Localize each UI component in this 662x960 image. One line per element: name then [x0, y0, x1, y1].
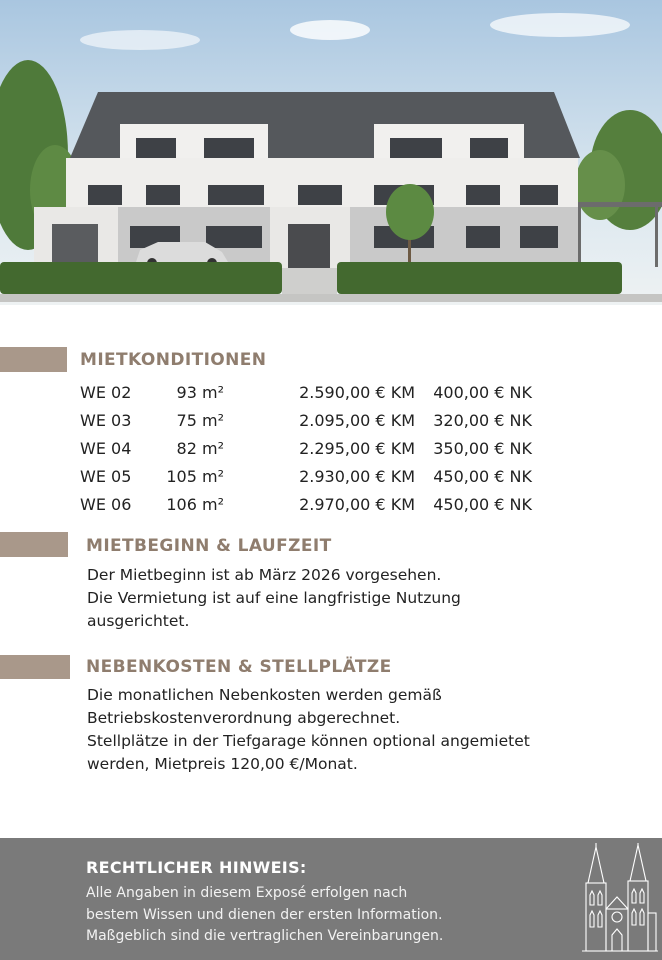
unit-label: WE 06 [80, 495, 132, 514]
service-charge-value: 350,00 € NK [433, 439, 532, 458]
area-value: 106 m² [166, 495, 224, 514]
cold-rent-value: 2.930,00 € KM [299, 467, 415, 486]
unit-label: WE 05 [80, 467, 132, 486]
service-charge-value: 450,00 € NK [433, 495, 532, 514]
nebenkosten-text [87, 684, 530, 776]
text-line: Der Mietbeginn ist ab März 2026 vorgesehen. [87, 566, 442, 584]
cold-rent-value: 2.295,00 € KM [299, 439, 415, 458]
text-line: Stellplätze in der Tiefgarage können optional angemietet [87, 732, 530, 750]
table-row [80, 437, 540, 465]
mietbeginn-text [87, 564, 461, 633]
text-line: Alle Angaben in diesem Exposé erfolgen nach [86, 885, 408, 901]
text-line: bestem Wissen und dienen der ersten Information. [86, 906, 443, 923]
legal-notice-footer [0, 838, 662, 960]
unit-label: WE 02 [80, 383, 132, 402]
unit-label: WE 03 [80, 411, 132, 430]
section-title-mietbeginn: MIETBEGINN & LAUFZEIT [86, 536, 332, 556]
service-charge-value: 320,00 € NK [433, 411, 532, 430]
text-line: Die Vermietung ist auf eine langfristige Nutzung [87, 589, 461, 607]
table-row [80, 465, 540, 493]
legal-notice-text [86, 883, 443, 948]
area-value: 82 m² [176, 439, 224, 458]
service-charge-value: 400,00 € NK [433, 383, 532, 402]
hero-building-image [0, 0, 662, 305]
section-title-nebenkosten: NEBENKOSTEN & STELLPLÄTZE [86, 657, 392, 677]
section-accent-bar [0, 532, 68, 557]
service-charge-value: 450,00 € NK [433, 467, 532, 486]
unit-label: WE 04 [80, 439, 132, 458]
cold-rent-value: 2.095,00 € KM [299, 411, 415, 430]
cold-rent-value: 2.590,00 € KM [299, 383, 415, 402]
area-value: 93 m² [176, 383, 224, 402]
section-title-mietkonditionen: MIETKONDITIONEN [80, 350, 267, 370]
table-row [80, 381, 540, 409]
rent-table [80, 381, 540, 521]
section-accent-bar [0, 655, 70, 679]
cathedral-logo-icon [582, 843, 658, 955]
table-row [80, 409, 540, 437]
text-line: Die monatlichen Nebenkosten werden gemäß [87, 686, 442, 704]
table-row [80, 493, 540, 521]
text-line: Betriebskostenverordnung abgerechnet. [87, 709, 401, 727]
section-accent-bar [0, 347, 67, 372]
legal-notice-title: RECHTLICHER HINWEIS: [86, 858, 307, 877]
text-line: werden, Mietpreis 120,00 €/Monat. [87, 755, 358, 773]
area-value: 105 m² [166, 467, 224, 486]
area-value: 75 m² [176, 411, 224, 430]
text-line: Maßgeblich sind die vertraglichen Vereinbarungen. [86, 928, 444, 944]
text-line: ausgerichtet. [87, 612, 190, 630]
cold-rent-value: 2.970,00 € KM [299, 495, 415, 514]
